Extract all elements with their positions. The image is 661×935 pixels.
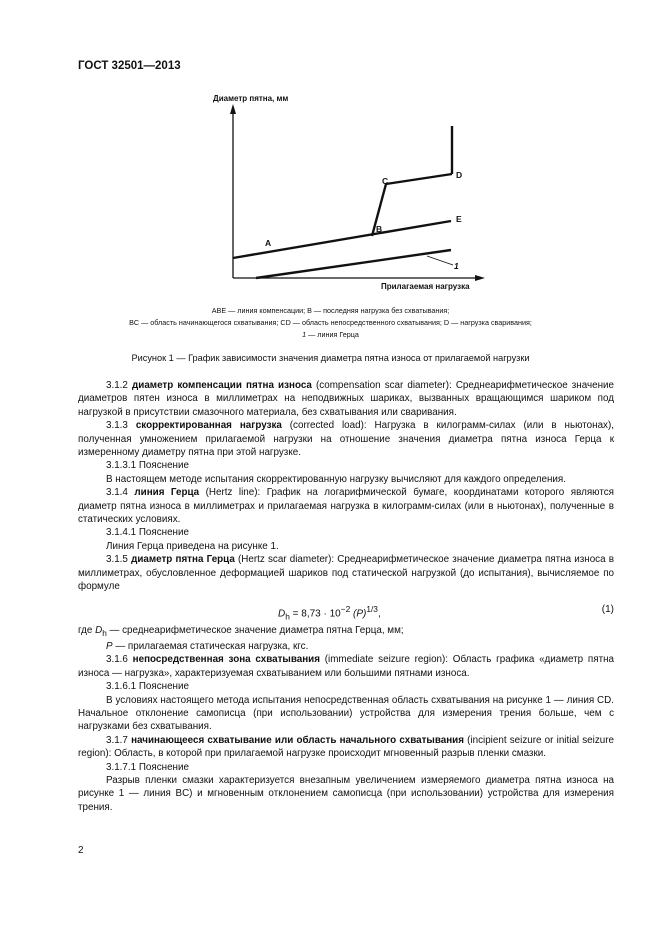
term-definition: (Hertz line): График на логарифмической бумаге, координатами которого являются диаметр пятна износа в миллиметрах и прилагаемая нагрузка в килограмм-силах (или в ньютонах), полученные в статических условиях. — [78, 487, 614, 526]
formula-expression — [278, 603, 381, 624]
term-name: линия Герца — [134, 487, 200, 499]
formula-d-sub: h — [285, 610, 290, 621]
page-number: 2 — [78, 845, 84, 856]
note-3-1-3-1-text: В настоящем методе испытания скорректированную нагрузку вычисляют для каждого определения. — [106, 473, 566, 485]
point-b-label: B — [376, 224, 383, 234]
wear-scar-load-graph — [0, 0, 661, 320]
where-p — [78, 640, 614, 653]
note-3-1-7-1-text: Разрыв пленки смазки характеризуется внезапным увеличением измеряемого диаметра пятна износа на рисунке 1 — линия BC) и мгновенным отклонением самописца (при использовании) устройства для измерения трения. — [78, 774, 614, 813]
term-3-1-3 — [78, 419, 614, 459]
x-axis-label: Прилагаемая нагрузка — [381, 282, 470, 291]
document-header: ГОСТ 32501—2013 — [78, 60, 181, 72]
note-3-1-4-1-text: Линия Герца приведена на рисунке 1. — [106, 540, 279, 552]
formula-d: D — [278, 607, 286, 619]
note-3-1-6-1-heading: 3.1.6.1 Пояснение — [106, 681, 189, 693]
legend-hertz-text: — линия Герца — [306, 330, 359, 339]
note-3-1-4-1-heading: 3.1.4.1 Пояснение — [106, 527, 189, 539]
point-c-label: C — [382, 176, 389, 186]
hertz-pointer — [427, 256, 453, 265]
term-name: непосредственная зона схватывания — [132, 654, 320, 666]
point-a-label: A — [265, 238, 272, 248]
term-definition: (corrected load): Нагрузка в килограмм-силах (или в ньютонах), полученная умножением прилагаемой нагрузки на отношение значения диаметра пятна износа Герца к измеренному диаметру пятна при этой нагрузке. — [78, 420, 614, 459]
term-definition: (compensation scar diameter): Среднеарифметическое значение диаметров пятен износа в миллиметрах на неподвижных шариках, вызванных вращающимся шариком под нагрузкой в присутствии смазочного материала, без схватывания или сваривания. — [78, 380, 614, 418]
term-number: 3.1.3 — [106, 420, 136, 432]
term-number: 3.1.4 — [106, 487, 135, 499]
term-name: диаметр компенсации пятна износа — [132, 380, 312, 391]
point-e-label: E — [456, 214, 462, 224]
formula-number: (1) — [601, 603, 614, 615]
figure-legend-line-2: BC — область начинающегося схватывания; CD — область непосредственного схватывания; D — нагрузка сваривания; — [129, 318, 532, 327]
where-p-symbol: P — [106, 640, 113, 652]
term-number: 3.1.6 — [106, 654, 133, 666]
formula-p-exponent: 1/3 — [366, 603, 378, 614]
term-name: скорректированная нагрузка — [135, 420, 282, 432]
where-p-text: — прилагаемая статическая нагрузка, кгс. — [112, 640, 309, 652]
point-d-label: D — [456, 170, 463, 180]
term-3-1-5 — [78, 553, 614, 593]
hertz-line — [256, 250, 451, 278]
where-d-symbol: D — [95, 624, 103, 636]
term-3-1-4 — [78, 486, 614, 526]
term-3-1-2 — [78, 379, 614, 419]
term-definition: (immediate seizure region): Область графика «диаметр пятна износа — нагрузка», характеризуемая схватыванием или большими пятнами износа. — [78, 654, 614, 679]
y-axis-label: Диаметр пятна, мм — [213, 94, 289, 103]
line-cd — [386, 174, 452, 184]
where-d-text: — среднеарифметическое значение диаметра пятна Герца, мм; — [106, 624, 404, 636]
term-name: начинающееся схватывание или область начального схватывания — [131, 734, 464, 746]
where-d-sub: h — [102, 628, 107, 638]
figure-legend-line-3 — [78, 329, 583, 341]
note-3-1-6-1-text: В условиях настоящего метода испытания непосредственная область схватывания на рисунке 1 — линия CD. Начальное отклонение самописца (при использовании) устройства для измерения трения больше, чем с нагрузками без схватывания. — [78, 694, 614, 733]
y-axis-arrow — [230, 104, 236, 114]
note-3-1-7-1-heading: 3.1.7.1 Пояснение — [106, 761, 189, 773]
formula-1 — [78, 598, 614, 624]
hertz-line-label: 1 — [454, 261, 459, 271]
formula-exponent: −2 — [340, 603, 351, 614]
figure-caption: Рисунок 1 — График зависимости значения диаметра пятна износа от прилагаемой нагрузки — [131, 353, 530, 363]
x-axis-arrow — [475, 275, 485, 281]
term-name: диаметр пятна Герца — [131, 554, 235, 566]
where-prefix: где — [78, 624, 96, 636]
term-number: 3.1.5 — [106, 554, 132, 566]
term-number: 3.1.2 — [106, 380, 133, 391]
term-3-1-6 — [78, 653, 614, 680]
formula-p: (P) — [350, 607, 367, 619]
term-definition: (incipient seizure or initial seizure region): Область, в которой при прилагаемой нагрузке происходит мгновенный разрыв пленки смазки. — [78, 734, 614, 760]
note-3-1-3-1-heading: 3.1.3.1 Пояснение — [106, 460, 189, 472]
term-3-1-7 — [78, 734, 614, 761]
formula-comma: , — [377, 607, 381, 619]
formula-coefficient: = 8,73 · 10 — [289, 607, 341, 619]
term-definition: (Hertz scar diameter): Среднеарифметическое значение диаметра пятна износа в миллиметрах, обусловленное деформацией шариков под статической нагрузкой (до испытания), вычисляемое по формуле — [78, 554, 614, 593]
document-body — [78, 379, 614, 814]
where-d — [78, 624, 614, 640]
term-number: 3.1.7 — [106, 734, 132, 746]
legend-hertz-number: 1 — [302, 330, 307, 339]
figure-legend-line-1: ABE — линия компенсации; B — последняя нагрузка без схватывания; — [211, 306, 450, 315]
